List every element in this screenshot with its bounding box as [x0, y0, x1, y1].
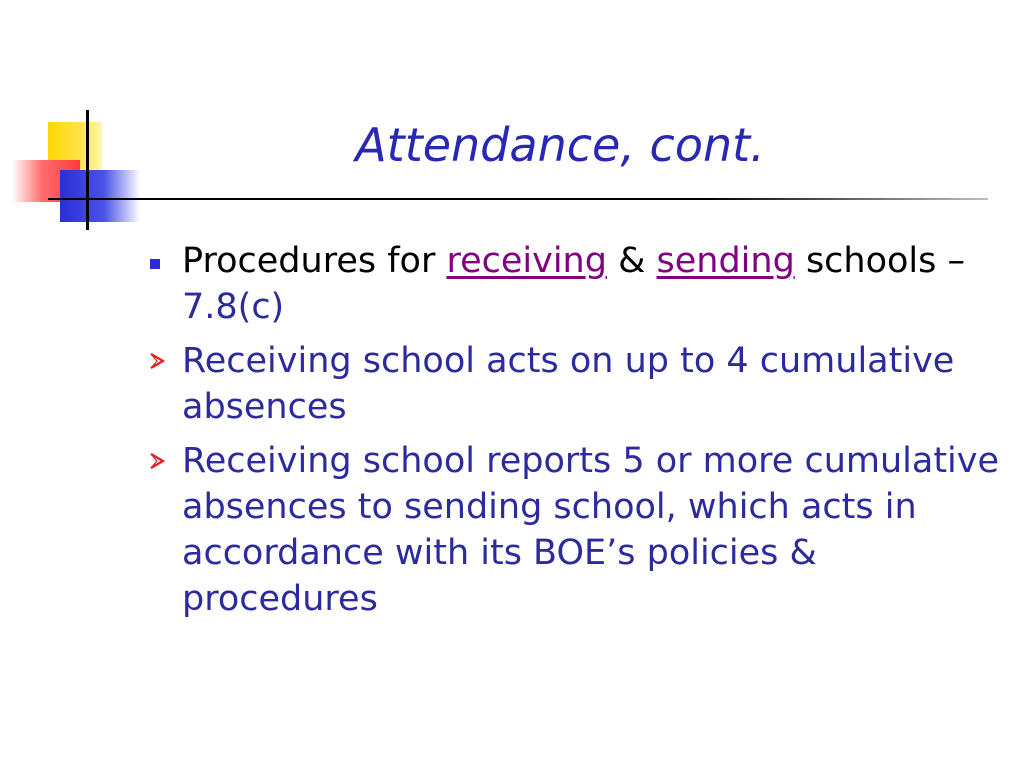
blue-square-decoration [60, 170, 140, 222]
arrow-bullet-icon [146, 338, 170, 384]
square-bullet-icon [146, 238, 170, 284]
bullet-item-receiving-reports [140, 438, 1000, 622]
receiving-link[interactable]: receiving [446, 241, 607, 281]
item-text: Receiving school acts on up to 4 cumulative absences [182, 341, 955, 427]
sending-link[interactable]: sending [656, 241, 795, 281]
section-reference: 7.8(c) [182, 287, 285, 327]
bullet-list [140, 238, 1000, 630]
item-text-part: & [606, 241, 657, 281]
item-text: Receiving school reports 5 or more cumulative absences to sending school, which acts in accordance with its BOE’s policies & procedures [182, 441, 1000, 619]
title-underline-rule [48, 198, 988, 200]
item-text-part: Procedures for [182, 241, 447, 281]
slide-title: Attendance, cont. [355, 118, 765, 172]
vertical-rule [86, 110, 89, 230]
bullet-item-receiving-acts [140, 338, 1000, 430]
decorative-logo [0, 0, 150, 240]
bullet-item-procedures [140, 238, 1000, 330]
arrow-bullet-icon [146, 438, 170, 484]
item-text-part: schools – [794, 241, 966, 281]
